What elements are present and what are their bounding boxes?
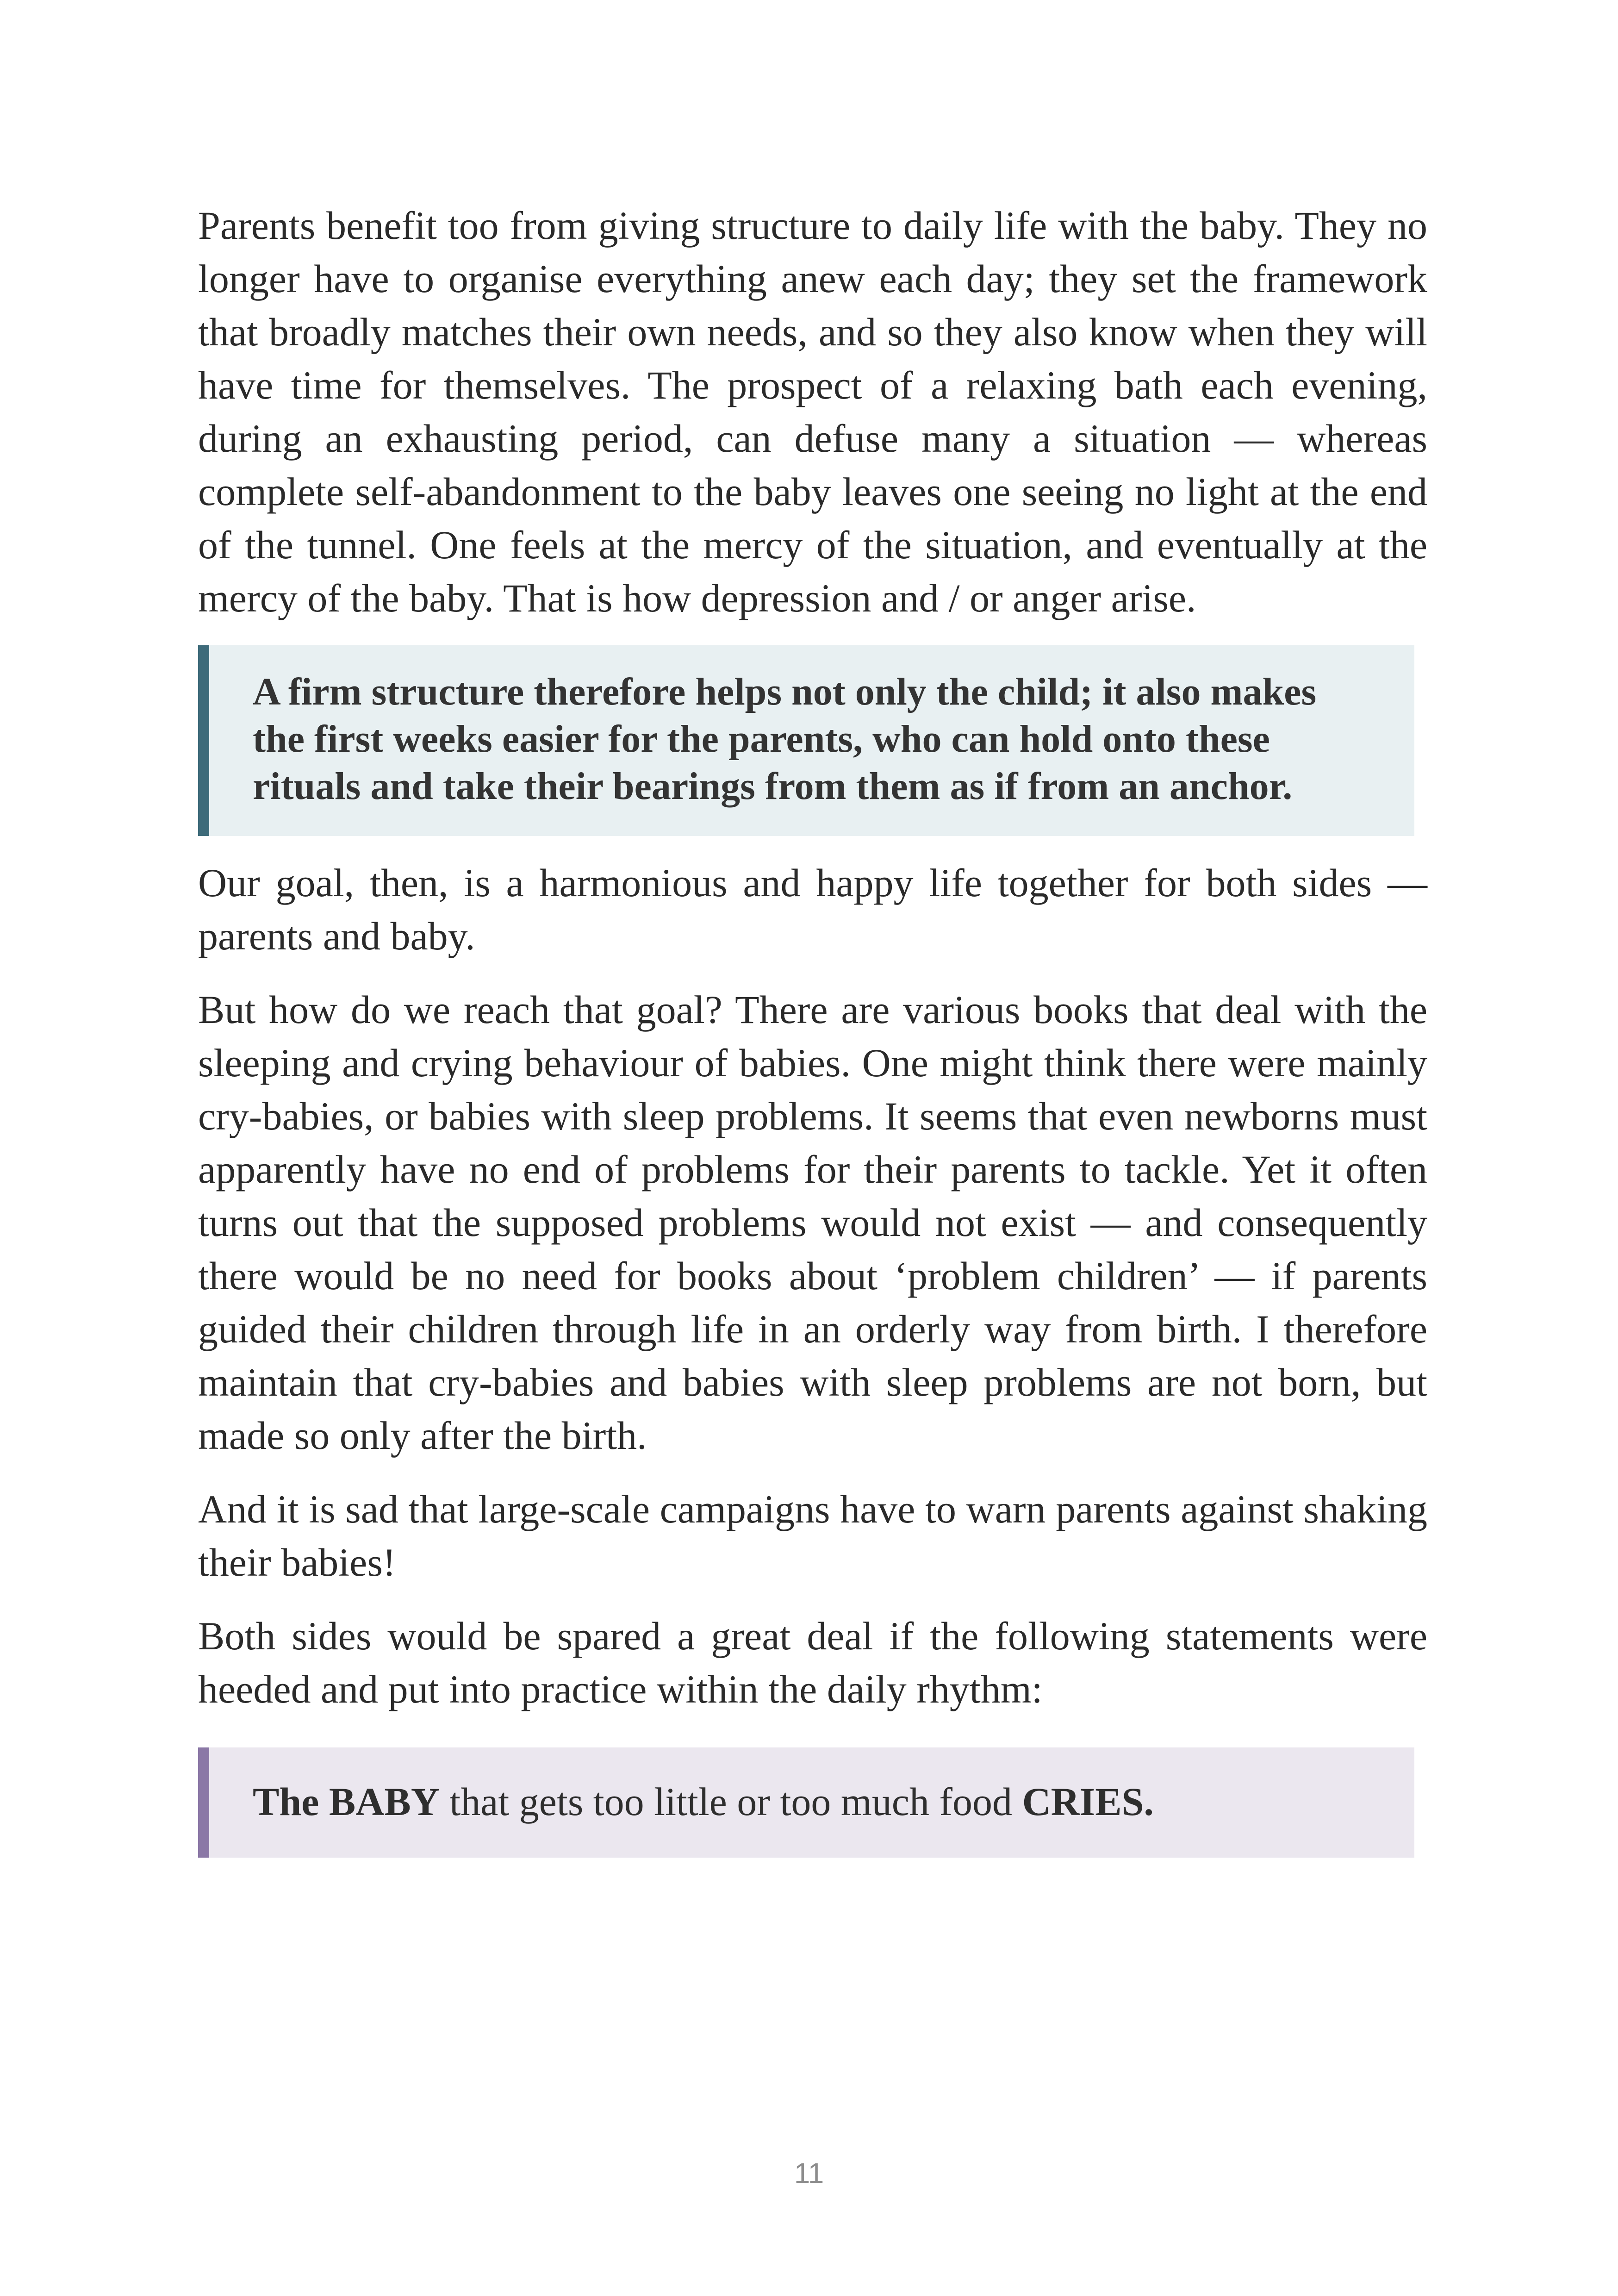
callout-baby-cries-bold-end: CRIES. xyxy=(1022,1779,1154,1824)
page-content xyxy=(198,199,1427,1858)
paragraph-how-reach-goal: But how do we reach that goal? There are various books that deal with the sleeping and crying behaviour of babies. One might think there were mainly cry-babies, or babies with sleep problems. It seems that even newborns must apparently have no end of problems for their parents to tackle. Yet it often turns out that the supposed problems would not exist — and consequently there would be no need for books about ‘problem children’ — if parents guided their children through life in an orderly way from birth. I therefore maintain that cry-babies and babies with sleep problems are not born, but made so only after the birth. xyxy=(198,987,1427,1458)
callout-firm-structure xyxy=(198,645,1414,836)
callout-baby-cries-middle: that gets too little or too much food xyxy=(439,1779,1022,1824)
paragraph-campaigns: And it is sad that large-scale campaigns have to warn parents against shaking their babies! xyxy=(198,1487,1427,1585)
callout-baby-cries-bold-start: The BABY xyxy=(253,1779,440,1824)
paragraph-structure-benefits: Parents benefit too from giving structure to daily life with the baby. They no longer have to organise everything anew each day; they set the framework that broadly matches their own needs, and so they also know when they will have time for themselves. The prospect of a relaxing bath each evening, during an exhausting period, can defuse many a situation — whereas complete self-abandonment to the baby leaves one seeing no light at the end of the tunnel. One feels at the mercy of the situation, and eventually at the mercy of the baby. That is how depression and / or anger arise. xyxy=(198,203,1427,620)
callout-baby-cries-text xyxy=(253,1776,1373,1827)
callout-baby-cries xyxy=(198,1747,1414,1858)
callout-firm-structure-text: A firm structure therefore helps not only the child; it also makes the first weeks easier for the parents, who can hold onto these rituals and take their bearings from them as if from an anchor. xyxy=(253,670,1317,808)
page-number: 11 xyxy=(794,2158,824,2190)
paragraph-goal: Our goal, then, is a harmonious and happy life together for both sides — parents and baby. xyxy=(198,861,1427,958)
paragraph-both-sides: Both sides would be spared a great deal if the following statements were heeded and put into practice within the daily rhythm: xyxy=(198,1614,1427,1711)
